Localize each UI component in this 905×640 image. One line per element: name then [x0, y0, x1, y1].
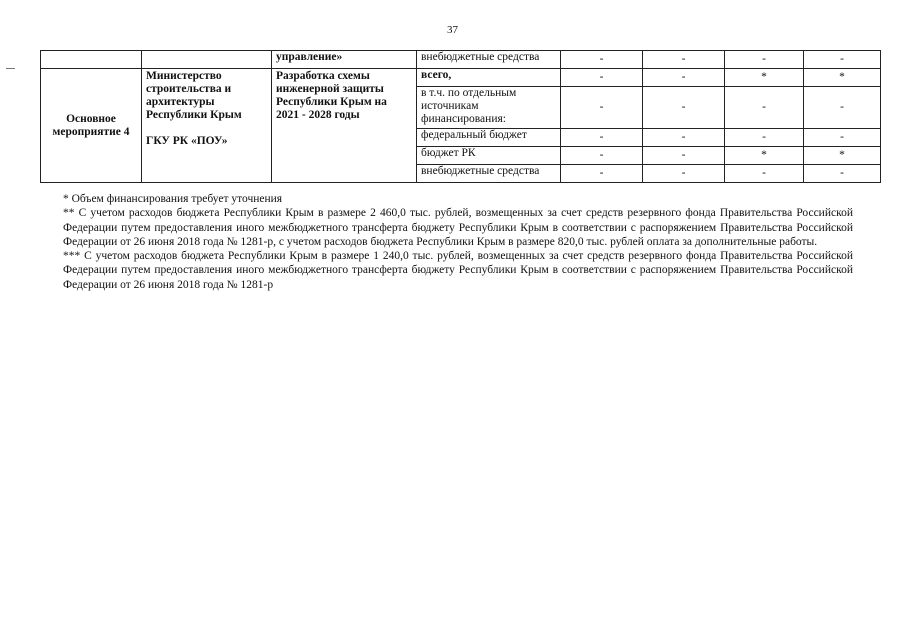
table-row: [41, 69, 881, 87]
value-cell: -: [643, 51, 725, 69]
executor-cell: [142, 69, 272, 183]
value-cell: -: [804, 51, 881, 69]
footnotes: [63, 192, 853, 292]
source-cell: всего,: [417, 69, 561, 87]
measure-cell: Основное мероприятие 4: [41, 69, 142, 183]
source-cell: внебюджетные средства: [417, 165, 561, 183]
value-cell: -: [561, 87, 643, 129]
value-cell: -: [561, 165, 643, 183]
value-cell: -: [561, 147, 643, 165]
source-cell: федеральный бюджет: [417, 129, 561, 147]
project-tail: управление»: [272, 51, 417, 69]
value-cell: -: [725, 129, 804, 147]
footnote: * Объем финансирования требует уточнения: [63, 193, 283, 205]
value-cell: -: [643, 147, 725, 165]
empty-cell: [41, 51, 142, 69]
executor-primary: Министерство строительства и архитектуры Республики Крым: [146, 70, 242, 121]
value-cell: -: [643, 69, 725, 87]
value-cell: *: [725, 69, 804, 87]
value-cell: -: [643, 165, 725, 183]
value-cell: -: [561, 69, 643, 87]
value-cell: *: [725, 147, 804, 165]
source-cell: внебюджетные средства: [417, 51, 561, 69]
empty-cell: [142, 51, 272, 69]
financing-table: [40, 50, 881, 183]
footnote: ** С учетом расходов бюджета Республики Крым в размере 2 460,0 тыс. рублей, возмещенных за счет средств резервного фонда Правительства Российской Федерации путем предоставления иного межбюджетного трансферта бюджету Республики Крым в соответствии с распоряжением Правительства Российской Федерации от 26 июня 2018 года № 1281-р, с учетом расходов бюджета Республики Крым в размере 820,0 тыс. рублей оплата за дополнительные работы.: [63, 207, 853, 248]
source-cell: в т.ч. по отдельным источникам финансирования:: [417, 87, 561, 129]
value-cell: -: [561, 129, 643, 147]
footnote: *** С учетом расходов бюджета Республики Крым в размере 1 240,0 тыс. рублей, возмещенных за счет средств резервного фонда Правительства Российской Федерации путем предоставления иного межбюджетного трансферта бюджету Республики Крым в соответствии с распоряжением Правительства Российской Федерации от 26 июня 2018 года № 1281-р: [63, 250, 853, 291]
value-cell: -: [804, 165, 881, 183]
value-cell: -: [725, 51, 804, 69]
value-cell: -: [725, 165, 804, 183]
value-cell: -: [643, 87, 725, 129]
value-cell: -: [804, 87, 881, 129]
value-cell: *: [804, 147, 881, 165]
project-cell: Разработка схемы инженерной защиты Республики Крым на 2021 - 2028 годы: [272, 69, 417, 183]
source-cell: бюджет РК: [417, 147, 561, 165]
value-cell: -: [804, 129, 881, 147]
margin-mark: [6, 68, 15, 69]
table-row-top: [41, 51, 881, 69]
value-cell: -: [561, 51, 643, 69]
page-number: 37: [447, 24, 458, 36]
executor-secondary: ГКУ РК «ПОУ»: [146, 135, 228, 147]
value-cell: -: [725, 87, 804, 129]
value-cell: -: [643, 129, 725, 147]
value-cell: *: [804, 69, 881, 87]
